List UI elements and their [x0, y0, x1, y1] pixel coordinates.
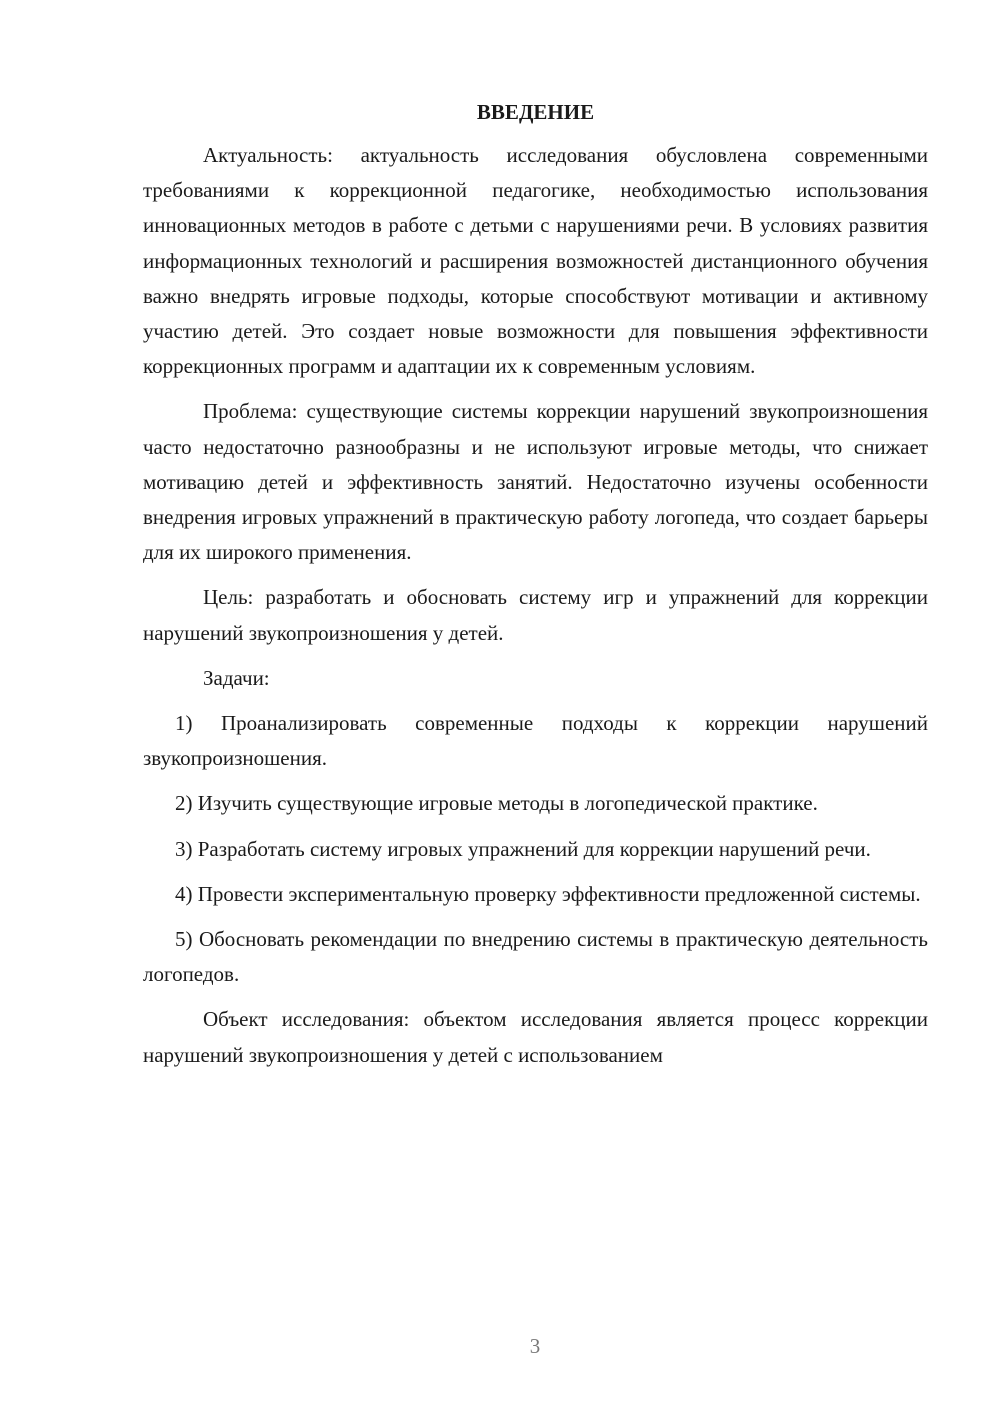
task-item-2: 2) Изучить существующие игровые методы в логопедической практике.	[175, 791, 818, 816]
relevance-paragraph: Актуальность: актуальность исследования обусловлена современными требованиями к коррекционной педагогике, необходимостью использования инновационных методов в работе с детьми с нарушениями речи. В условиях развития информационных технологий и расширения возможностей дистанционного обучения важно внедрять игровые подходы, которые способствуют мотивации и активному участию детей. Это создает новые возможности для повышения эффективности коррекционных программ и адаптации их к современным условиям.	[143, 143, 928, 379]
task-item-5: 5) Обосновать рекомендации по внедрению системы в практическую деятельность логопедов.	[143, 927, 928, 987]
tasks-heading: Задачи:	[203, 665, 270, 690]
page-content	[143, 96, 928, 1073]
task-item-4: 4) Провести экспериментальную проверку эффективности предложенной системы.	[175, 881, 921, 906]
page-number: 3	[529, 1334, 541, 1358]
task-item-1: 1) Проанализировать современные подходы к коррекции нарушений звукопроизношения.	[143, 711, 928, 771]
task-item-3: 3) Разработать систему игровых упражнений для коррекции нарушений речи.	[175, 836, 871, 861]
goal-paragraph: Цель: разработать и обосновать систему игр и упражнений для коррекции нарушений звукопроизношения у детей.	[143, 585, 928, 645]
section-title: ВВЕДЕНИЕ	[476, 100, 595, 124]
object-paragraph: Объект исследования: объектом исследования является процесс коррекции нарушений звукопроизношения у детей с использованием	[143, 1007, 928, 1067]
problem-paragraph: Проблема: существующие системы коррекции нарушений звукопроизношения часто недостаточно разнообразны и не используют игровые методы, что снижает мотивацию детей и эффективность занятий. Недостаточно изучены особенности внедрения игровых упражнений в практическую работу логопеда, что создает барьеры для их широкого применения.	[143, 399, 928, 565]
